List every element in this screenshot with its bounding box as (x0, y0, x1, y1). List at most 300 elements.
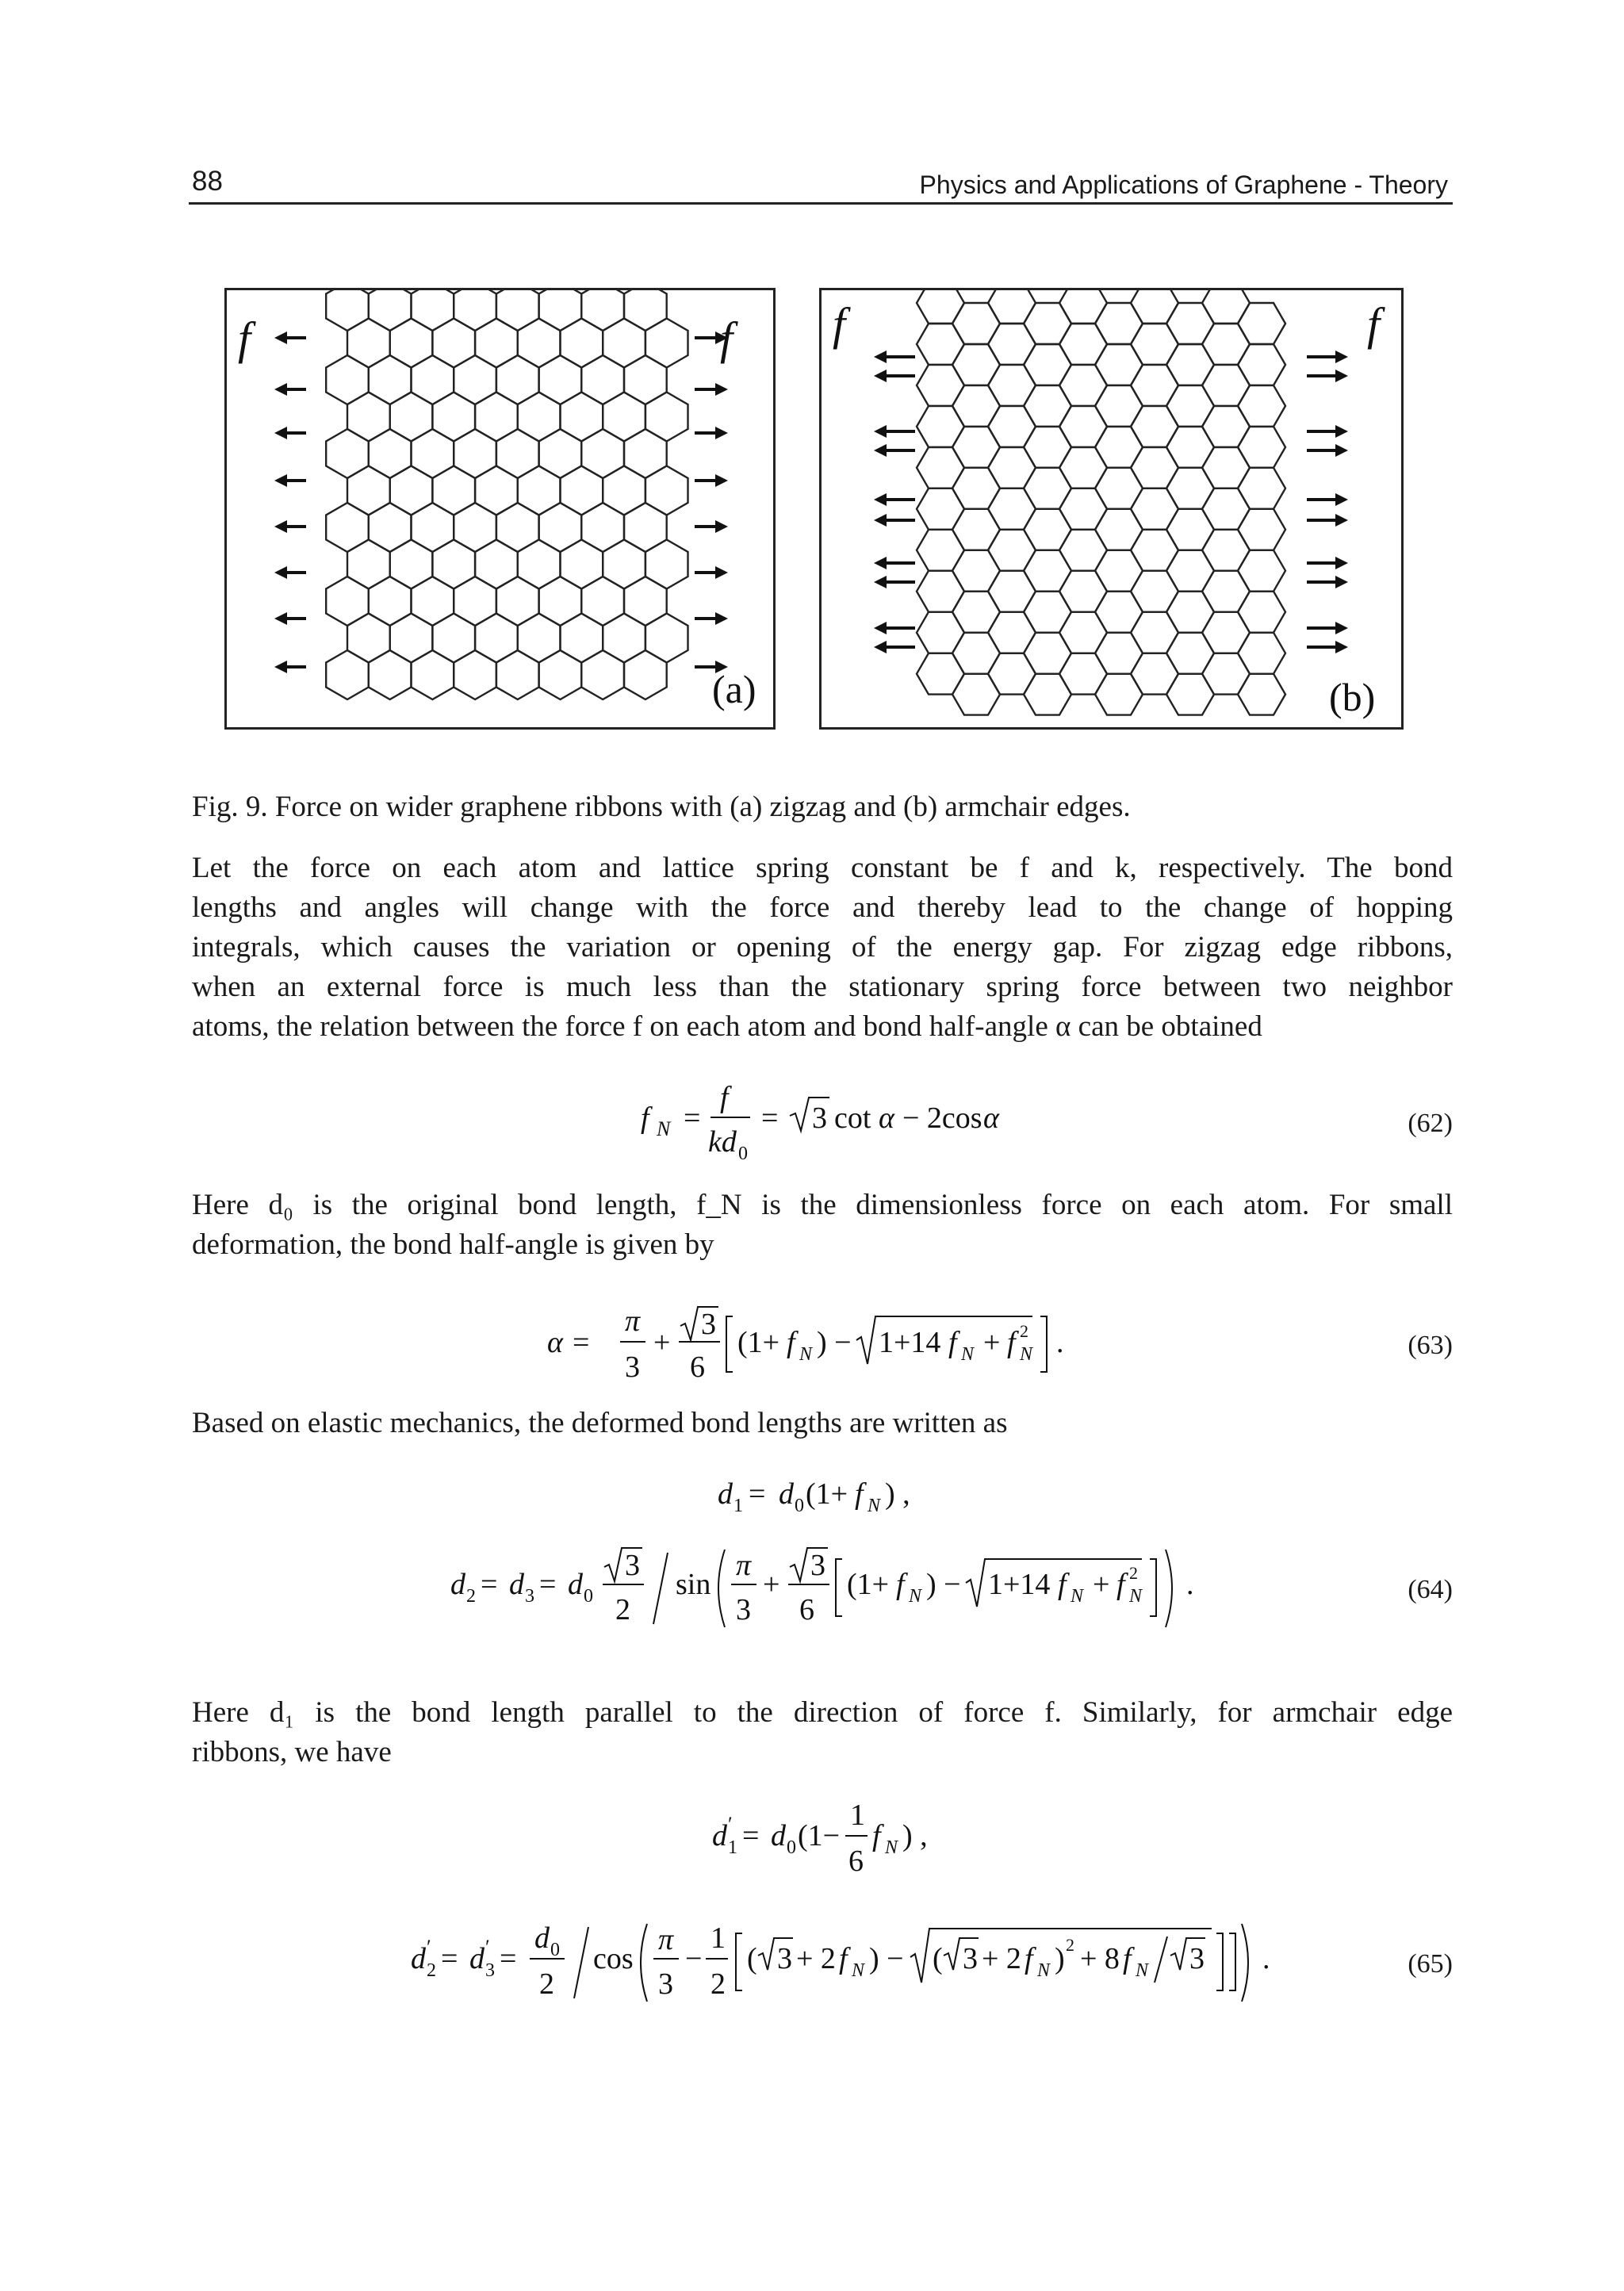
hexagon-cell (1024, 674, 1071, 715)
svg-text:3: 3 (625, 1350, 640, 1384)
svg-text:N: N (1037, 1960, 1051, 1981)
svg-text:d: d (718, 1477, 733, 1511)
arrow-right-head (1335, 444, 1348, 457)
hexagon-cell (475, 393, 518, 442)
text-line: Here d₀ is the original bond length, f_N is the dimensionless force on each atom. For small (192, 1189, 1453, 1221)
hexagon-cell (369, 355, 412, 404)
hexagon-cell (1059, 488, 1107, 530)
svg-text:+: + (653, 1326, 671, 1359)
hexagon-cell (1166, 633, 1214, 674)
hexagon-cell (988, 324, 1036, 365)
hexagon-cell (645, 393, 688, 442)
hexagon-cell (645, 466, 688, 515)
hexagon-cell (518, 466, 561, 515)
hexagon-cell (412, 290, 454, 331)
svg-text:d: d (771, 1819, 786, 1852)
svg-text:(: ( (933, 1942, 943, 1975)
svg-text:.: . (1056, 1326, 1064, 1359)
hexagon-cell (1059, 530, 1107, 571)
svg-text:=: = (500, 1942, 517, 1975)
svg-text:) −: ) − (926, 1568, 961, 1601)
equation-62 (0, 1080, 1624, 1167)
hexagon-cell (347, 540, 390, 589)
hexagon-cell (1095, 468, 1143, 509)
text-line: lengths and angles will change with the force and thereby lead to the change of hopping (192, 891, 1453, 924)
equation-65 (0, 1919, 1624, 2006)
hexagon-cell (475, 614, 518, 663)
svg-text:−: − (685, 1942, 703, 1975)
hexagon-cell (988, 365, 1036, 406)
hexagon-cell (454, 650, 496, 699)
svg-text:f: f (1007, 1326, 1016, 1359)
svg-text:+ 8: + 8 (1080, 1942, 1120, 1975)
hexagon-cell (1131, 488, 1178, 530)
arrow-right-head (1335, 370, 1348, 382)
svg-text:2: 2 (427, 1960, 436, 1981)
hexagon-cell (1095, 592, 1143, 633)
paragraph-3 (192, 1404, 1453, 1443)
hexagon-cell (369, 503, 412, 552)
equation-65-part-1 (0, 1796, 1624, 1883)
svg-text:d: d (469, 1942, 485, 1975)
svg-text:f: f (787, 1326, 795, 1359)
hexagon-cell (390, 393, 433, 442)
hexagon-cell (369, 429, 412, 478)
hexagon-cell (518, 614, 561, 663)
hexagon-cell (1095, 303, 1143, 344)
svg-text:d: d (534, 1921, 550, 1955)
hexagon-cell (988, 612, 1036, 653)
hexagon-cell (369, 577, 412, 626)
svg-text:=: = (749, 1477, 766, 1511)
svg-text:N: N (852, 1960, 865, 1981)
hexagon-cell (1059, 406, 1107, 447)
svg-text:=: = (481, 1568, 498, 1601)
svg-text:2: 2 (1020, 1321, 1028, 1341)
svg-text:N: N (885, 1837, 898, 1858)
svg-text:+: + (763, 1568, 780, 1601)
hexagon-cell (1202, 365, 1250, 406)
svg-text:f: f (948, 1326, 957, 1359)
svg-text:d: d (509, 1568, 524, 1601)
hexagon-cell (1166, 509, 1214, 550)
svg-text:N: N (1129, 1586, 1143, 1607)
hexagon-cell (624, 290, 667, 331)
svg-text:d: d (712, 1819, 727, 1852)
hexagon-cell (326, 577, 369, 626)
hexagon-cell (645, 319, 688, 368)
svg-text:f: f (720, 1081, 729, 1114)
hexagon-cell (347, 393, 390, 442)
hexagon-cell (432, 319, 475, 368)
svg-text:3: 3 (736, 1593, 751, 1626)
hexagon-cell (1131, 324, 1178, 365)
hexagon-cell (347, 319, 390, 368)
hexagon-cell (624, 503, 667, 552)
hexagon-cell (412, 503, 454, 552)
svg-text:1+14: 1+14 (988, 1568, 1051, 1601)
hexagon-cell (1131, 406, 1178, 447)
hexagon-cell (1202, 488, 1250, 530)
hexagon-cell (952, 550, 1000, 592)
figure-panel-zigzag (224, 288, 776, 730)
hexagon-cell (988, 571, 1036, 612)
svg-text:cot: cot (834, 1101, 871, 1135)
hexagon-cell (1095, 509, 1143, 550)
arrow-right-head (1335, 622, 1348, 634)
equation-number: (65) (1408, 1949, 1453, 1979)
hexagon-cell (1131, 365, 1178, 406)
hexagon-cell (624, 355, 667, 404)
hexagon-cell (917, 530, 964, 571)
hexagon-cell (1238, 674, 1285, 715)
hexagon-cell (1238, 592, 1285, 633)
hexagon-cell (917, 406, 964, 447)
svg-text:3: 3 (812, 1101, 827, 1135)
hexagon-cell (475, 466, 518, 515)
force-label-left: f (833, 298, 846, 350)
equation-d1 (0, 1465, 1624, 1521)
svg-text:+: + (983, 1326, 1001, 1359)
hexagon-cell (369, 290, 412, 331)
svg-text:+ 2: + 2 (796, 1942, 836, 1975)
svg-text:6: 6 (799, 1593, 814, 1626)
arrow-left-head (274, 612, 287, 625)
hexagon-cell (952, 427, 1000, 468)
equation-63 (0, 1301, 1624, 1388)
hexagon-cell (432, 614, 475, 663)
hexagon-cell (1131, 653, 1178, 695)
svg-text:N: N (799, 1344, 813, 1365)
hexagon-cell (1095, 427, 1143, 468)
arrow-right-head (1335, 351, 1348, 363)
text-line: when an external force is much less than the stationary spring force between two neighbor (192, 971, 1453, 1003)
svg-text:3: 3 (810, 1549, 825, 1582)
svg-text:d: d (411, 1942, 426, 1975)
hexagon-cell (1202, 653, 1250, 695)
hexagon-cell (432, 466, 475, 515)
arrow-right-head (715, 383, 728, 396)
arrow-left-head (874, 514, 887, 527)
hexagon-cell (539, 429, 582, 478)
svg-text:(: ( (747, 1942, 757, 1975)
svg-text:2: 2 (466, 1586, 476, 1607)
hexagon-cell (988, 653, 1036, 695)
hexagon-cell (917, 324, 964, 365)
hexagon-cell (326, 650, 369, 699)
hexagon-cell (581, 650, 624, 699)
hexagon-cell (1166, 468, 1214, 509)
arrow-right-head (1335, 425, 1348, 438)
hexagon-cell (496, 503, 539, 552)
equation-65-formula (0, 1919, 1624, 2006)
hexagon-cell (1202, 406, 1250, 447)
hexagon-cell (1131, 530, 1178, 571)
hexagon-cell (1024, 303, 1071, 344)
arrow-left-head (874, 557, 887, 569)
hexagon-cell (432, 540, 475, 589)
hexagon-cell (581, 429, 624, 478)
hexagon-cell (539, 577, 582, 626)
hexagon-cell (561, 540, 603, 589)
hexagon-cell (326, 429, 369, 478)
hexagon-cell (1238, 550, 1285, 592)
svg-text:6: 6 (848, 1845, 864, 1878)
hexagon-cell (561, 393, 603, 442)
svg-text:3: 3 (777, 1942, 792, 1975)
hexagon-cell (988, 488, 1036, 530)
hexagon-cell (603, 614, 645, 663)
hexagon-cell (952, 468, 1000, 509)
svg-text:=: = (573, 1326, 590, 1359)
equation-64 (0, 1545, 1624, 1632)
hexagon-cell (1131, 447, 1178, 488)
svg-text:=: = (441, 1942, 458, 1975)
svg-text:3: 3 (963, 1942, 978, 1975)
arrow-right-head (715, 612, 728, 625)
hexagon-cell (581, 503, 624, 552)
hexagon-cell (347, 614, 390, 663)
hexagon-cell (603, 319, 645, 368)
zigzag-lattice-diagram (227, 290, 773, 727)
hexagon-cell (390, 319, 433, 368)
equation-64-formula (0, 1545, 1624, 1632)
svg-text:α: α (983, 1101, 999, 1135)
svg-text:cos: cos (593, 1942, 634, 1975)
svg-text:) −: ) − (817, 1326, 852, 1359)
hexagon-cell (952, 509, 1000, 550)
hexagon-cell (496, 355, 539, 404)
hexagon-cell (412, 577, 454, 626)
svg-text:2: 2 (1066, 1935, 1074, 1955)
hexagon-cell (952, 303, 1000, 344)
hexagon-cell (496, 577, 539, 626)
hexagon-cell (1024, 633, 1071, 674)
hexagon-cell (1238, 427, 1285, 468)
arrow-left-head (874, 576, 887, 588)
hexagon-cell (1095, 633, 1143, 674)
hexagon-cell (603, 466, 645, 515)
hexagon-cell (645, 614, 688, 663)
hexagon-cell (496, 290, 539, 331)
hexagon-cell (1095, 344, 1143, 385)
hexagon-cell (1202, 612, 1250, 653)
hexagon-cell (624, 650, 667, 699)
svg-text:N: N (868, 1496, 881, 1516)
panel-label-b: (b) (1329, 675, 1376, 719)
hexagon-cell (1238, 468, 1285, 509)
hexagon-cell (1238, 385, 1285, 427)
force-label-left: f (238, 312, 251, 364)
hexagon-cell (1202, 290, 1250, 324)
svg-text:N: N (1071, 1586, 1084, 1607)
arrow-right-head (715, 520, 728, 533)
svg-text:′: ′ (427, 1936, 431, 1959)
svg-text:) ,: ) , (885, 1477, 910, 1511)
hexagon-cell (561, 319, 603, 368)
hexagon-cell (1059, 324, 1107, 365)
hexagon-cell (603, 393, 645, 442)
svg-text:+: + (1093, 1568, 1110, 1601)
hexagon-cell (917, 365, 964, 406)
svg-text:f: f (1025, 1942, 1033, 1975)
hexagon-cell (390, 614, 433, 663)
hexagon-cell (952, 633, 1000, 674)
arrow-right-head (1335, 493, 1348, 506)
arrow-right-head (1335, 576, 1348, 588)
svg-text:) ,: ) , (902, 1819, 928, 1852)
svg-text:f: f (1123, 1942, 1132, 1975)
svg-text:6: 6 (690, 1350, 705, 1384)
svg-text:) −: ) − (869, 1942, 904, 1975)
svg-text:(1+: (1+ (847, 1568, 890, 1601)
svg-text:.: . (1262, 1942, 1270, 1975)
arrow-left-head (274, 474, 287, 487)
svg-text:sin: sin (676, 1568, 711, 1601)
zigzag-lattice (326, 290, 688, 699)
svg-text:α: α (879, 1101, 894, 1135)
hexagon-cell (952, 344, 1000, 385)
hexagon-cell (988, 530, 1036, 571)
force-label-right: f (720, 312, 733, 364)
svg-text:f: f (641, 1101, 649, 1135)
svg-text:3: 3 (625, 1549, 640, 1582)
arrow-left-head (874, 425, 887, 438)
hexagon-cell (917, 653, 964, 695)
svg-text:2: 2 (615, 1593, 630, 1626)
hexagon-cell (917, 447, 964, 488)
hexagon-cell (475, 540, 518, 589)
panel-label-a: (a) (712, 667, 756, 711)
hexagon-cell (326, 290, 369, 331)
hexagon-cell (952, 592, 1000, 633)
svg-text:2: 2 (539, 1967, 554, 2001)
hexagon-cell (917, 571, 964, 612)
svg-text:f: f (1058, 1568, 1067, 1601)
hexagon-cell (390, 466, 433, 515)
hexagon-cell (581, 355, 624, 404)
hexagon-cell (917, 488, 964, 530)
equation-d1-prime (0, 1796, 1624, 1883)
svg-text:α: α (547, 1326, 563, 1359)
svg-text:): ) (1055, 1942, 1065, 1975)
force-label-right: f (1367, 298, 1381, 350)
hexagon-cell (539, 290, 582, 331)
hexagon-cell (390, 540, 433, 589)
hexagon-cell (1166, 674, 1214, 715)
hexagon-cell (1166, 303, 1214, 344)
svg-text:f: f (1116, 1568, 1125, 1601)
svg-text:π: π (658, 1923, 674, 1956)
hexagon-cell (454, 503, 496, 552)
svg-text:(1−: (1− (798, 1819, 841, 1852)
svg-text:+ 2: + 2 (982, 1942, 1021, 1975)
text-line: atoms, the relation between the force f on each atom and bond half-angle α can be obtained (192, 1010, 1262, 1043)
hexagon-cell (624, 577, 667, 626)
hexagon-cell (917, 612, 964, 653)
hexagon-cell (1095, 550, 1143, 592)
hexagon-cell (561, 614, 603, 663)
hexagon-cell (1095, 385, 1143, 427)
hexagon-cell (952, 385, 1000, 427)
hexagon-cell (539, 355, 582, 404)
svg-text:− 2cos: − 2cos (902, 1101, 982, 1135)
hexagon-cell (1202, 571, 1250, 612)
hexagon-cell (1166, 592, 1214, 633)
hexagon-cell (454, 290, 496, 331)
hexagon-cell (496, 650, 539, 699)
figure-panel-armchair (819, 288, 1404, 730)
svg-text:1+14: 1+14 (879, 1326, 941, 1359)
hexagon-cell (369, 650, 412, 699)
hexagon-cell (412, 429, 454, 478)
hexagon-cell (412, 650, 454, 699)
svg-text:=: = (761, 1101, 779, 1135)
hexagon-cell (1238, 633, 1285, 674)
svg-text:f: f (896, 1568, 905, 1601)
arrow-left-head (274, 661, 287, 673)
paragraph-4 (192, 1693, 1453, 1772)
arrow-right-head (1335, 557, 1348, 569)
svg-text:N: N (657, 1117, 671, 1140)
svg-text:3: 3 (658, 1967, 673, 2001)
hexagon-cell (539, 503, 582, 552)
svg-text:N: N (1136, 1960, 1149, 1981)
hexagon-cell (1238, 344, 1285, 385)
hexagon-cell (1095, 674, 1143, 715)
hexagon-cell (454, 577, 496, 626)
hexagon-cell (952, 674, 1000, 715)
equation-number: (63) (1408, 1331, 1453, 1360)
text-line: deformation, the bond half-angle is given by (192, 1228, 714, 1261)
svg-text:=: = (684, 1101, 701, 1135)
arrow-left-head (874, 370, 887, 382)
hexagon-cell (1059, 612, 1107, 653)
hexagon-cell (1024, 550, 1071, 592)
hexagon-cell (1238, 509, 1285, 550)
svg-text:f: f (839, 1942, 848, 1975)
hexagon-cell (1166, 385, 1214, 427)
hexagon-cell (1131, 290, 1178, 324)
text-line: Let the force on each atom and lattice spring constant be f and k, respectively. The bond (192, 852, 1453, 884)
text-line: Here d₁ is the bond length parallel to the direction of force f. Similarly, for armchair edge (192, 1696, 1453, 1729)
text-line: Based on elastic mechanics, the deformed bond lengths are written as (192, 1407, 1008, 1439)
hexagon-cell (326, 503, 369, 552)
text-line: ribbons, we have (192, 1736, 392, 1768)
hexagon-cell (518, 393, 561, 442)
arrow-left-head (874, 641, 887, 653)
equation-62-formula (0, 1080, 1624, 1167)
svg-text:0: 0 (584, 1586, 593, 1607)
hexagon-cell (1059, 447, 1107, 488)
hexagon-cell (988, 447, 1036, 488)
arrow-left-head (274, 566, 287, 579)
svg-text:.: . (1186, 1568, 1194, 1601)
svg-text:=: = (539, 1568, 557, 1601)
hexagon-cell (1059, 365, 1107, 406)
hexagon-cell (1059, 290, 1107, 324)
hexagon-cell (1024, 427, 1071, 468)
svg-text:3: 3 (485, 1960, 495, 1981)
hexagon-cell (518, 319, 561, 368)
hexagon-cell (1024, 385, 1071, 427)
hexagon-cell (581, 577, 624, 626)
hexagon-cell (1202, 324, 1250, 365)
arrow-left-head (274, 520, 287, 533)
hexagon-cell (347, 466, 390, 515)
armchair-lattice (917, 290, 1285, 715)
svg-text:(1+: (1+ (737, 1326, 780, 1359)
